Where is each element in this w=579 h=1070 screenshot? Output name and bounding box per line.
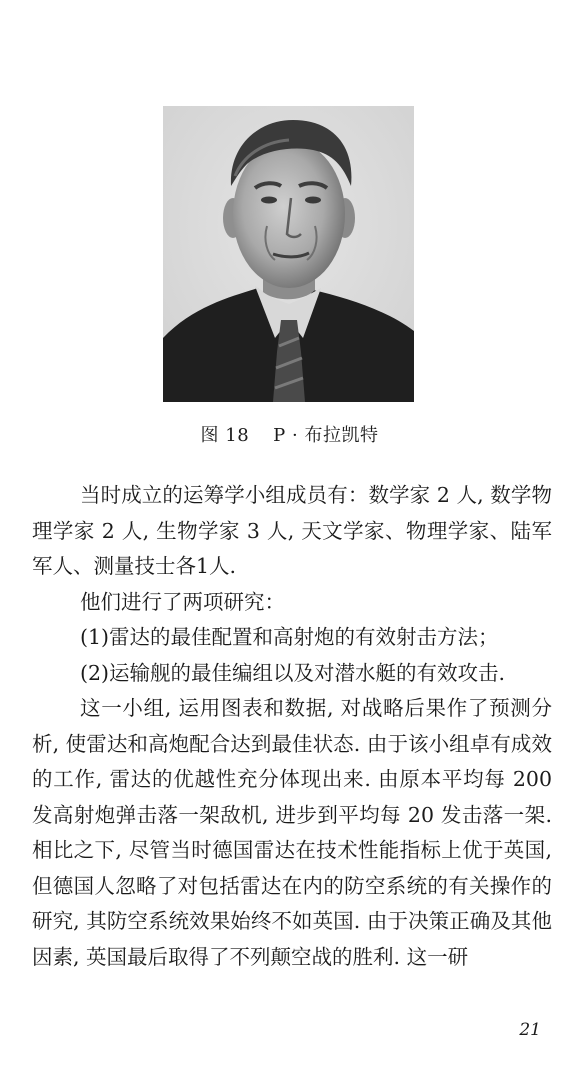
paragraph: 当时成立的运筹学小组成员有：数学家 2 人, 数学物理学家 2 人, 生物学家 3 人, 天文学家、物理学家、陆军军人、测量技士各1人. xyxy=(32,483,552,578)
portrait-photo xyxy=(163,106,414,402)
portrait-image xyxy=(163,106,414,402)
figure-caption xyxy=(0,421,579,447)
list-item: (2)运输舰的最佳编组以及对潜水艇的有效攻击. xyxy=(80,660,506,685)
body-text xyxy=(32,478,552,975)
page-number: 21 xyxy=(519,1020,541,1040)
list-item: (1)雷达的最佳配置和高射炮的有效射击方法； xyxy=(80,625,499,649)
paragraph: 他们进行了两项研究： xyxy=(80,589,285,614)
figure-name: P · 布拉凯特 xyxy=(273,425,379,446)
figure-label: 图 18 xyxy=(200,425,250,446)
paragraph: 这一小组, 运用图表和数据, 对战略后果作了预测分析, 使雷达和高炮配合达到最佳状态. 由于该小组卓有成效的工作, 雷达的优越性充分体现出来. 由原本平均每 200 发高射炮弹击落一架敌机, 进步到平均每 20 发击落一架. 相比之下, 尽管当时德国雷达在技术性能指标上优于英国, 但德国人忽略了对包括雷达在内的防空系统的有关操作的研究, 其防空系统效果始终不如英国. 由于决策正确及其他因素, 英国最后取得了不列颠空战的胜利. 这一研 xyxy=(32,696,552,969)
